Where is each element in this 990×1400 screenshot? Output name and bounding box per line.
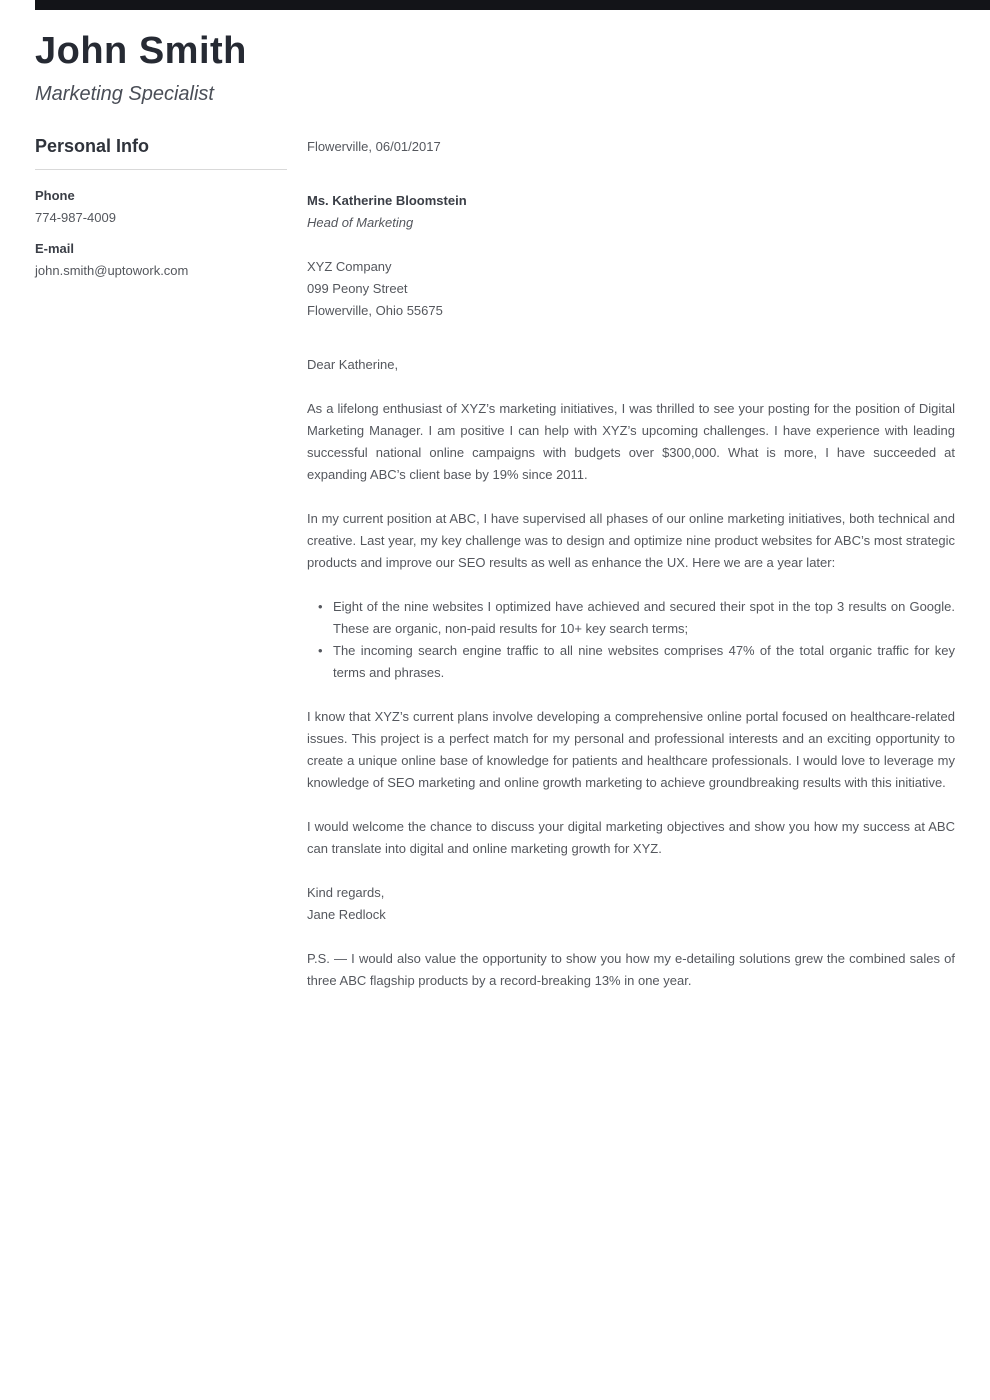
postscript: P.S. — I would also value the opportunity to show you how my e-detailing solutions grew the combined sales of three ABC flagship products by a record-breaking 13% in one year. [307, 950, 955, 988]
closing-phrase: Kind regards, [307, 884, 385, 900]
paragraph-project-match: I know that XYZ’s current plans involve developing a comprehensive online portal focused on healthcare-related issues. This project is a perfect match for my personal and professional interests and an exciting opportunity to create a unique online base of knowledge for patients and healthcare professionals. I would love to leverage my knowledge of SEO marketing and online growth marketing to achieve groundbreaking results with this initiative. [307, 708, 955, 790]
email-field-group [35, 241, 287, 278]
address-line-city: Flowerville, Ohio 55675 [307, 302, 443, 318]
sidebar-heading: Personal Info [35, 136, 287, 170]
paragraph-call-to-action: I would welcome the chance to discuss your digital marketing objectives and show you how my success at ABC can translate into digital and online marketing growth for XYZ. [307, 818, 955, 856]
paragraph-intro: As a lifelong enthusiast of XYZ’s marketing initiatives, I was thrilled to see your posting for the position of Digital Marketing Manager. I am positive I can help with XYZ’s upcoming challenges. I have experience with leading successful national online campaigns with budgets over $300,000. What is more, I have succeeded at expanding ABC’s client base by 19% since 2011. [307, 400, 955, 482]
phone-value: 774-987-4009 [35, 209, 116, 225]
paragraph-experience: In my current position at ABC, I have supervised all phases of our online marketing initiatives, both technical and creative. Last year, my key challenge was to design and optimize nine product websites for ABC’s most strategic products and improve our SEO results as well as enhance the UX. Here we are a year later: [307, 510, 955, 570]
letter-body [307, 136, 955, 1014]
phone-field-group [35, 188, 287, 225]
email-value: john.smith@uptowork.com [35, 262, 189, 278]
list-item: • The incoming search engine traffic to all nine websites comprises 47% of the total organic traffic for key terms and phrases. [307, 640, 955, 684]
signature-name: Jane Redlock [307, 906, 386, 922]
dateline: Flowerville, 06/01/2017 [307, 138, 441, 154]
recipient-title: Head of Marketing [307, 214, 414, 230]
personal-info-sidebar [35, 136, 287, 294]
list-item: • Eight of the nine websites I optimized have achieved and secured their spot in the top 3 results on Google. These are organic, non-paid results for 10+ key search terms; [307, 596, 955, 640]
recipient-block [307, 190, 955, 234]
candidate-name: John Smith [35, 30, 247, 72]
recipient-address [307, 256, 955, 322]
phone-label: Phone [35, 187, 75, 203]
recipient-name: Ms. Katherine Bloomstein [307, 192, 467, 208]
top-accent-bar [35, 0, 990, 10]
achievement-list [307, 596, 955, 684]
content-columns [0, 106, 990, 1014]
salutation: Dear Katherine, [307, 356, 399, 372]
candidate-job-title: Marketing Specialist [35, 82, 214, 105]
letter-header [0, 0, 990, 106]
signature-block [307, 882, 955, 926]
address-line-company: XYZ Company [307, 258, 392, 274]
email-label: E-mail [35, 240, 75, 256]
address-line-street: 099 Peony Street [307, 280, 408, 296]
